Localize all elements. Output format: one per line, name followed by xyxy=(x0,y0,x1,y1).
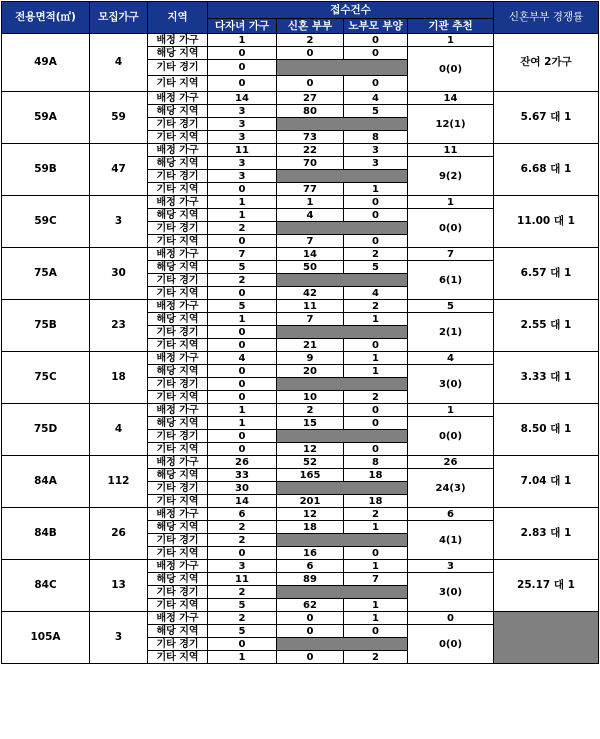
newlywed-cell: 70 xyxy=(277,157,344,170)
multi-child-cell: 5 xyxy=(208,599,277,612)
rate-cell: 25.17 대 1 xyxy=(494,560,599,612)
multi-child-cell: 0 xyxy=(208,60,277,76)
region-label: 기타 지역 xyxy=(148,547,208,560)
multi-child-cell: 0 xyxy=(208,378,277,391)
elderly-cell: 1 xyxy=(344,521,408,534)
elderly-cell: 0 xyxy=(344,547,408,560)
multi-child-cell: 0 xyxy=(208,47,277,60)
region-label: 기타 지역 xyxy=(148,287,208,300)
elderly-cell: 7 xyxy=(344,573,408,586)
elderly-cell: 8 xyxy=(344,131,408,144)
table-row xyxy=(2,92,599,105)
blank-cell xyxy=(277,326,408,339)
elderly-cell: 0 xyxy=(344,339,408,352)
region-label: 기타 경기 xyxy=(148,534,208,547)
header-elderly: 노부모 부양 xyxy=(344,19,408,34)
region-label: 배정 가구 xyxy=(148,456,208,469)
institution-cell: 24(3) xyxy=(408,469,494,508)
multi-child-cell: 3 xyxy=(208,131,277,144)
region-label: 해당 지역 xyxy=(148,261,208,274)
newlywed-cell: 7 xyxy=(277,313,344,326)
elderly-cell: 2 xyxy=(344,508,408,521)
region-label: 기타 경기 xyxy=(148,430,208,443)
elderly-cell: 5 xyxy=(344,105,408,118)
region-label: 기타 지역 xyxy=(148,76,208,92)
region-label: 기타 경기 xyxy=(148,222,208,235)
institution-cell: 0(0) xyxy=(408,625,494,664)
rate-cell: 11.00 대 1 xyxy=(494,196,599,248)
multi-child-cell: 11 xyxy=(208,144,277,157)
newlywed-cell: 52 xyxy=(277,456,344,469)
rate-cell: 8.50 대 1 xyxy=(494,404,599,456)
area-cell: 84B xyxy=(2,508,90,560)
multi-child-cell: 0 xyxy=(208,443,277,456)
region-label: 배정 가구 xyxy=(148,508,208,521)
multi-child-cell: 3 xyxy=(208,157,277,170)
table-row xyxy=(2,144,599,157)
multi-child-cell: 1 xyxy=(208,313,277,326)
institution-cell: 5 xyxy=(408,300,494,313)
newlywed-cell: 12 xyxy=(277,443,344,456)
region-label: 기타 지역 xyxy=(148,391,208,404)
recruit-cell: 13 xyxy=(90,560,148,612)
newlywed-cell: 1 xyxy=(277,196,344,209)
blank-cell xyxy=(277,274,408,287)
recruit-cell: 30 xyxy=(90,248,148,300)
elderly-cell: 4 xyxy=(344,287,408,300)
institution-cell: 14 xyxy=(408,92,494,105)
region-label: 해당 지역 xyxy=(148,521,208,534)
elderly-cell: 5 xyxy=(344,261,408,274)
blank-cell xyxy=(277,378,408,391)
rate-cell: 3.33 대 1 xyxy=(494,352,599,404)
elderly-cell: 0 xyxy=(344,47,408,60)
newlywed-cell: 6 xyxy=(277,560,344,573)
region-label: 해당 지역 xyxy=(148,157,208,170)
blank-cell xyxy=(277,482,408,495)
area-cell: 84C xyxy=(2,560,90,612)
multi-child-cell: 26 xyxy=(208,456,277,469)
table-row xyxy=(2,612,599,625)
institution-cell: 4(1) xyxy=(408,521,494,560)
region-label: 기타 경기 xyxy=(148,638,208,651)
multi-child-cell: 7 xyxy=(208,248,277,261)
newlywed-cell: 4 xyxy=(277,209,344,222)
elderly-cell: 1 xyxy=(344,183,408,196)
multi-child-cell: 33 xyxy=(208,469,277,482)
multi-child-cell: 30 xyxy=(208,482,277,495)
header-newlywed: 신혼 부부 xyxy=(277,19,344,34)
newlywed-cell: 27 xyxy=(277,92,344,105)
elderly-cell: 0 xyxy=(344,76,408,92)
recruit-cell: 18 xyxy=(90,352,148,404)
rate-cell: 5.67 대 1 xyxy=(494,92,599,144)
multi-child-cell: 5 xyxy=(208,625,277,638)
newlywed-cell: 42 xyxy=(277,287,344,300)
newlywed-cell: 9 xyxy=(277,352,344,365)
newlywed-cell: 89 xyxy=(277,573,344,586)
multi-child-cell: 2 xyxy=(208,274,277,287)
area-cell: 75D xyxy=(2,404,90,456)
header-institution: 기관 추천 xyxy=(408,19,494,34)
multi-child-cell: 0 xyxy=(208,326,277,339)
table-row xyxy=(2,300,599,313)
elderly-cell: 1 xyxy=(344,352,408,365)
newlywed-cell: 0 xyxy=(277,76,344,92)
recruit-cell: 23 xyxy=(90,300,148,352)
region-label: 배정 가구 xyxy=(148,248,208,261)
region-label: 기타 지역 xyxy=(148,235,208,248)
region-label: 배정 가구 xyxy=(148,404,208,417)
header-rate xyxy=(494,2,599,34)
region-label: 기타 지역 xyxy=(148,183,208,196)
region-label: 기타 지역 xyxy=(148,443,208,456)
region-label: 배정 가구 xyxy=(148,144,208,157)
newlywed-cell: 7 xyxy=(277,235,344,248)
header-recruit: 모집가구 xyxy=(90,2,148,34)
region-label: 배정 가구 xyxy=(148,196,208,209)
multi-child-cell: 14 xyxy=(208,92,277,105)
institution-cell: 7 xyxy=(408,248,494,261)
newlywed-cell: 2 xyxy=(277,34,344,47)
elderly-cell: 4 xyxy=(344,92,408,105)
newlywed-cell: 22 xyxy=(277,144,344,157)
multi-child-cell: 0 xyxy=(208,183,277,196)
multi-child-cell: 6 xyxy=(208,508,277,521)
institution-cell: 11 xyxy=(408,144,494,157)
area-cell: 59A xyxy=(2,92,90,144)
table-row xyxy=(2,196,599,209)
recruit-cell: 4 xyxy=(90,34,148,92)
multi-child-cell: 2 xyxy=(208,521,277,534)
institution-cell: 12(1) xyxy=(408,105,494,144)
elderly-cell: 2 xyxy=(344,391,408,404)
newlywed-cell: 10 xyxy=(277,391,344,404)
elderly-cell: 0 xyxy=(344,625,408,638)
elderly-cell: 3 xyxy=(344,157,408,170)
newlywed-cell: 16 xyxy=(277,547,344,560)
rate-cell: 잔여 2가구 xyxy=(494,34,599,92)
elderly-cell: 0 xyxy=(344,34,408,47)
newlywed-cell: 12 xyxy=(277,508,344,521)
multi-child-cell: 1 xyxy=(208,34,277,47)
elderly-cell: 2 xyxy=(344,651,408,664)
elderly-cell: 0 xyxy=(344,443,408,456)
region-label: 기타 경기 xyxy=(148,170,208,183)
newlywed-cell: 0 xyxy=(277,651,344,664)
table-row xyxy=(2,352,599,365)
newlywed-cell: 77 xyxy=(277,183,344,196)
recruit-cell: 3 xyxy=(90,612,148,664)
multi-child-cell: 0 xyxy=(208,547,277,560)
region-label: 해당 지역 xyxy=(148,365,208,378)
elderly-cell: 2 xyxy=(344,300,408,313)
multi-child-cell: 0 xyxy=(208,430,277,443)
blank-cell xyxy=(277,118,408,131)
region-label: 기타 경기 xyxy=(148,378,208,391)
multi-child-cell: 3 xyxy=(208,170,277,183)
region-label: 기타 지역 xyxy=(148,339,208,352)
table-row xyxy=(2,456,599,469)
header-area: 전용면적(㎡) xyxy=(2,2,90,34)
recruit-cell: 59 xyxy=(90,92,148,144)
newlywed-cell: 50 xyxy=(277,261,344,274)
recruit-cell: 4 xyxy=(90,404,148,456)
multi-child-cell: 0 xyxy=(208,339,277,352)
area-cell: 105A xyxy=(2,612,90,664)
elderly-cell: 18 xyxy=(344,469,408,482)
multi-child-cell: 2 xyxy=(208,586,277,599)
multi-child-cell: 1 xyxy=(208,209,277,222)
elderly-cell: 1 xyxy=(344,560,408,573)
institution-cell: 3(0) xyxy=(408,365,494,404)
multi-child-cell: 0 xyxy=(208,365,277,378)
institution-cell: 3(0) xyxy=(408,573,494,612)
region-label: 해당 지역 xyxy=(148,417,208,430)
region-label: 배정 가구 xyxy=(148,92,208,105)
elderly-cell: 3 xyxy=(344,144,408,157)
header-multi-child: 다자녀 가구 xyxy=(208,19,277,34)
multi-child-cell: 4 xyxy=(208,352,277,365)
recruit-cell: 3 xyxy=(90,196,148,248)
newlywed-cell: 21 xyxy=(277,339,344,352)
area-cell: 75B xyxy=(2,300,90,352)
multi-child-cell: 1 xyxy=(208,404,277,417)
region-label: 해당 지역 xyxy=(148,625,208,638)
newlywed-cell: 18 xyxy=(277,521,344,534)
table-row xyxy=(2,508,599,521)
region-label: 해당 지역 xyxy=(148,313,208,326)
area-cell: 49A xyxy=(2,34,90,92)
institution-cell: 3 xyxy=(408,560,494,573)
region-label: 기타 경기 xyxy=(148,60,208,76)
institution-cell: 6 xyxy=(408,508,494,521)
institution-cell: 26 xyxy=(408,456,494,469)
region-label: 기타 지역 xyxy=(148,599,208,612)
elderly-cell: 1 xyxy=(344,599,408,612)
blank-cell xyxy=(277,170,408,183)
region-label: 기타 경기 xyxy=(148,274,208,287)
multi-child-cell: 3 xyxy=(208,560,277,573)
institution-cell: 0(0) xyxy=(408,417,494,456)
newlywed-cell: 73 xyxy=(277,131,344,144)
elderly-cell: 1 xyxy=(344,313,408,326)
elderly-cell: 1 xyxy=(344,365,408,378)
institution-cell: 4 xyxy=(408,352,494,365)
multi-child-cell: 0 xyxy=(208,391,277,404)
area-cell: 75C xyxy=(2,352,90,404)
region-label: 기타 경기 xyxy=(148,326,208,339)
region-label: 배정 가구 xyxy=(148,34,208,47)
table-row xyxy=(2,404,599,417)
newlywed-cell: 11 xyxy=(277,300,344,313)
elderly-cell: 8 xyxy=(344,456,408,469)
newlywed-cell: 20 xyxy=(277,365,344,378)
header-applications: 접수건수 xyxy=(208,2,494,19)
institution-cell: 1 xyxy=(408,404,494,417)
elderly-cell: 1 xyxy=(344,612,408,625)
region-label: 해당 지역 xyxy=(148,105,208,118)
region-label: 기타 경기 xyxy=(148,118,208,131)
newlywed-cell: 0 xyxy=(277,612,344,625)
header-region: 지역 xyxy=(148,2,208,34)
multi-child-cell: 3 xyxy=(208,118,277,131)
multi-child-cell: 0 xyxy=(208,287,277,300)
recruit-cell: 112 xyxy=(90,456,148,508)
institution-cell: 1 xyxy=(408,196,494,209)
region-label: 기타 경기 xyxy=(148,482,208,495)
newlywed-cell: 15 xyxy=(277,417,344,430)
region-label: 배정 가구 xyxy=(148,300,208,313)
area-cell: 84A xyxy=(2,456,90,508)
blank-cell xyxy=(277,60,408,76)
table-row xyxy=(2,560,599,573)
area-cell: 75A xyxy=(2,248,90,300)
region-label: 배정 가구 xyxy=(148,560,208,573)
institution-cell: 0 xyxy=(408,612,494,625)
competition-table xyxy=(1,1,599,664)
elderly-cell: 2 xyxy=(344,248,408,261)
blank-cell xyxy=(277,638,408,651)
newlywed-cell: 62 xyxy=(277,599,344,612)
header-rate-text: 신혼부부 경쟁률 xyxy=(508,11,584,23)
multi-child-cell: 0 xyxy=(208,235,277,248)
table-row xyxy=(2,34,599,47)
region-label: 해당 지역 xyxy=(148,47,208,60)
institution-cell: 2(1) xyxy=(408,313,494,352)
elderly-cell: 0 xyxy=(344,209,408,222)
rate-cell: 6.68 대 1 xyxy=(494,144,599,196)
newlywed-cell: 0 xyxy=(277,47,344,60)
region-label: 해당 지역 xyxy=(148,209,208,222)
institution-cell: 6(1) xyxy=(408,261,494,300)
region-label: 기타 지역 xyxy=(148,131,208,144)
region-label: 배정 가구 xyxy=(148,352,208,365)
institution-cell: 0(0) xyxy=(408,47,494,92)
institution-cell: 1 xyxy=(408,34,494,47)
rate-cell: 7.04 대 1 xyxy=(494,456,599,508)
institution-cell: 9(2) xyxy=(408,157,494,196)
multi-child-cell: 1 xyxy=(208,417,277,430)
multi-child-cell: 5 xyxy=(208,261,277,274)
multi-child-cell: 14 xyxy=(208,495,277,508)
area-cell: 59B xyxy=(2,144,90,196)
newlywed-cell: 165 xyxy=(277,469,344,482)
elderly-cell: 0 xyxy=(344,404,408,417)
region-label: 기타 지역 xyxy=(148,651,208,664)
multi-child-cell: 2 xyxy=(208,612,277,625)
recruit-cell: 26 xyxy=(90,508,148,560)
multi-child-cell: 5 xyxy=(208,300,277,313)
rate-cell: 2.55 대 1 xyxy=(494,300,599,352)
elderly-cell: 0 xyxy=(344,235,408,248)
newlywed-cell: 2 xyxy=(277,404,344,417)
rate-cell xyxy=(494,612,599,664)
rate-cell: 6.57 대 1 xyxy=(494,248,599,300)
multi-child-cell: 2 xyxy=(208,222,277,235)
newlywed-cell: 80 xyxy=(277,105,344,118)
region-label: 해당 지역 xyxy=(148,573,208,586)
area-cell: 59C xyxy=(2,196,90,248)
elderly-cell: 18 xyxy=(344,495,408,508)
blank-cell xyxy=(277,430,408,443)
newlywed-cell: 0 xyxy=(277,625,344,638)
elderly-cell: 0 xyxy=(344,417,408,430)
rate-cell: 2.83 대 1 xyxy=(494,508,599,560)
multi-child-cell: 1 xyxy=(208,196,277,209)
multi-child-cell: 11 xyxy=(208,573,277,586)
recruit-cell: 47 xyxy=(90,144,148,196)
blank-cell xyxy=(277,222,408,235)
region-label: 기타 경기 xyxy=(148,586,208,599)
institution-cell: 0(0) xyxy=(408,209,494,248)
table-row xyxy=(2,248,599,261)
region-label: 배정 가구 xyxy=(148,612,208,625)
multi-child-cell: 0 xyxy=(208,638,277,651)
blank-cell xyxy=(277,586,408,599)
newlywed-cell: 14 xyxy=(277,248,344,261)
multi-child-cell: 0 xyxy=(208,76,277,92)
newlywed-cell: 201 xyxy=(277,495,344,508)
multi-child-cell: 3 xyxy=(208,105,277,118)
multi-child-cell: 2 xyxy=(208,534,277,547)
elderly-cell: 0 xyxy=(344,196,408,209)
region-label: 해당 지역 xyxy=(148,469,208,482)
multi-child-cell: 1 xyxy=(208,651,277,664)
region-label: 기타 지역 xyxy=(148,495,208,508)
blank-cell xyxy=(277,534,408,547)
